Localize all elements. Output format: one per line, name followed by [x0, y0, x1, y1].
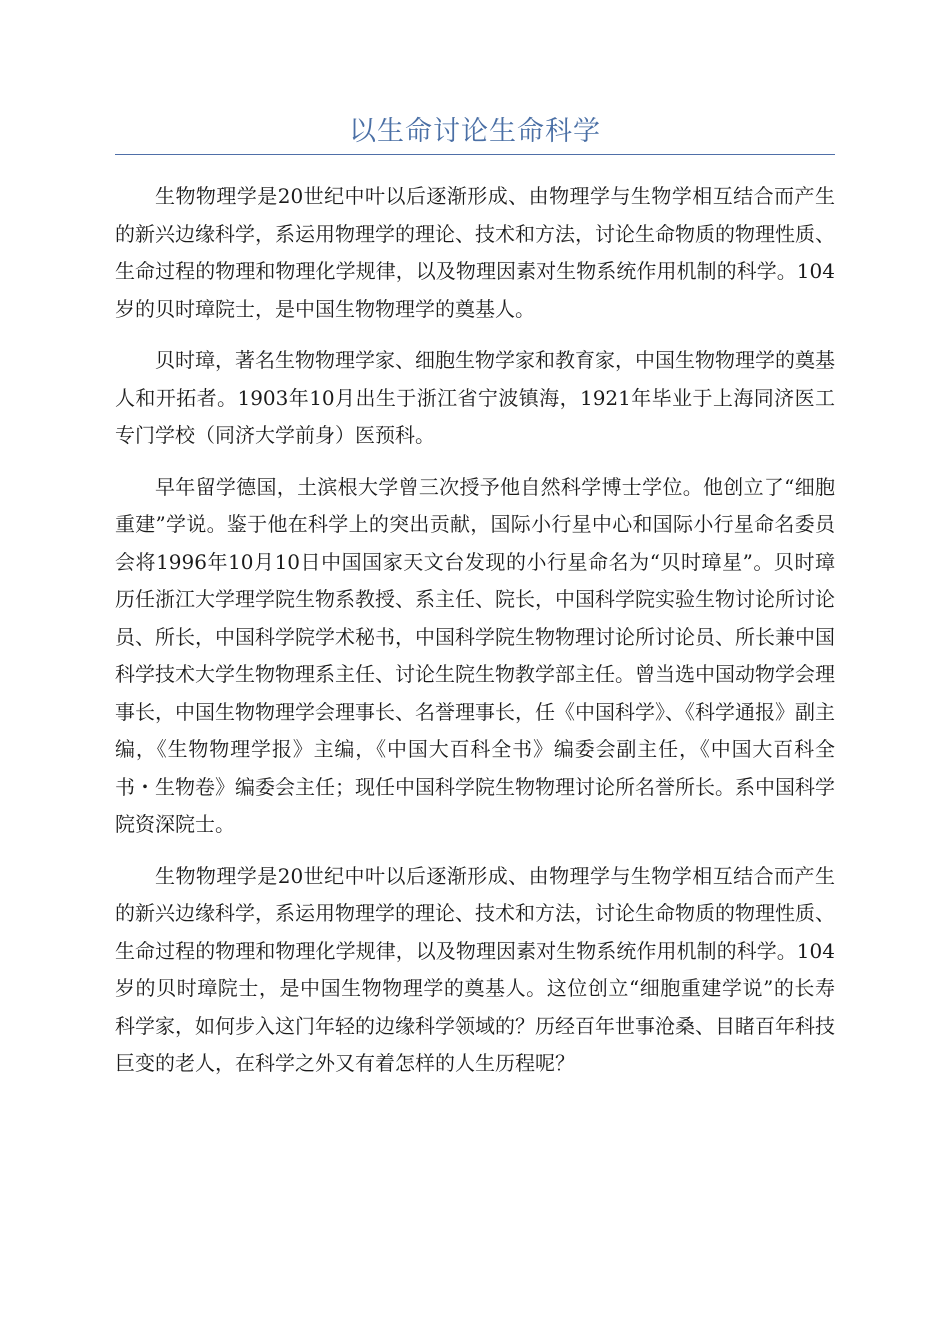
document-body — [115, 178, 835, 1097]
document-title: 以生命讨论生命科学 — [349, 116, 601, 147]
paragraph-2: 贝时璋，著名生物物理学家、细胞生物学家和教育家，中国生物物理学的奠基人和开拓者。1903年10月出生于浙江省宁波镇海，1921年毕业于上海同济医工专门学校（同济大学前身）医预科。 — [115, 348, 835, 447]
paragraph-4: 生物物理学是20世纪中叶以后逐渐形成、由物理学与生物学相互结合而产生的新兴边缘科学，系运用物理学的理论、技术和方法，讨论生命物质的物理性质、生命过程的物理和物理化学规律，以及物理因素对生物系统作用机制的科学。104岁的贝时璋院士，是中国生物物理学的奠基人。这位创立“细胞重建学说”的长寿科学家，如何步入这门年轻的边缘科学领域的？历经百年世事沧桑、目睹百年科技巨变的老人，在科学之外又有着怎样的人生历程呢？ — [115, 863, 835, 1075]
title-underline — [115, 154, 835, 155]
paragraph-1: 生物物理学是20世纪中叶以后逐渐形成、由物理学与生物学相互结合而产生的新兴边缘科学，系运用物理学的理论、技术和方法，讨论生命物质的物理性质、生命过程的物理和物理化学规律，以及物理因素对生物系统作用机制的科学。104岁的贝时璋院士，是中国生物物理学的奠基人。 — [115, 184, 835, 321]
paragraph-3: 早年留学德国，土滨根大学曾三次授予他自然科学博士学位。他创立了“细胞重建”学说。鉴于他在科学上的突出贡献，国际小行星中心和国际小行星命名委员会将1996年10月10日中国国家天文台发现的小行星命名为“贝时璋星”。贝时璋历任浙江大学理学院生物系教授、系主任、院长，中国科学院实验生物讨论所讨论员、所长，中国科学院学术秘书，中国科学院生物物理讨论所讨论员、所长兼中国科学技术大学生物物理系主任、讨论生院生物教学部主任。曾当选中国动物学会理事长，中国生物物理学会理事长、名誉理事长，任《中国科学》、《科学通报》副主编，《生物物理学报》主编，《中国大百科全书》编委会副主任，《中国大百科全书・生物卷》编委会主任；现任中国科学院生物物理讨论所名誉所长。系中国科学院资深院士。 — [115, 474, 835, 836]
